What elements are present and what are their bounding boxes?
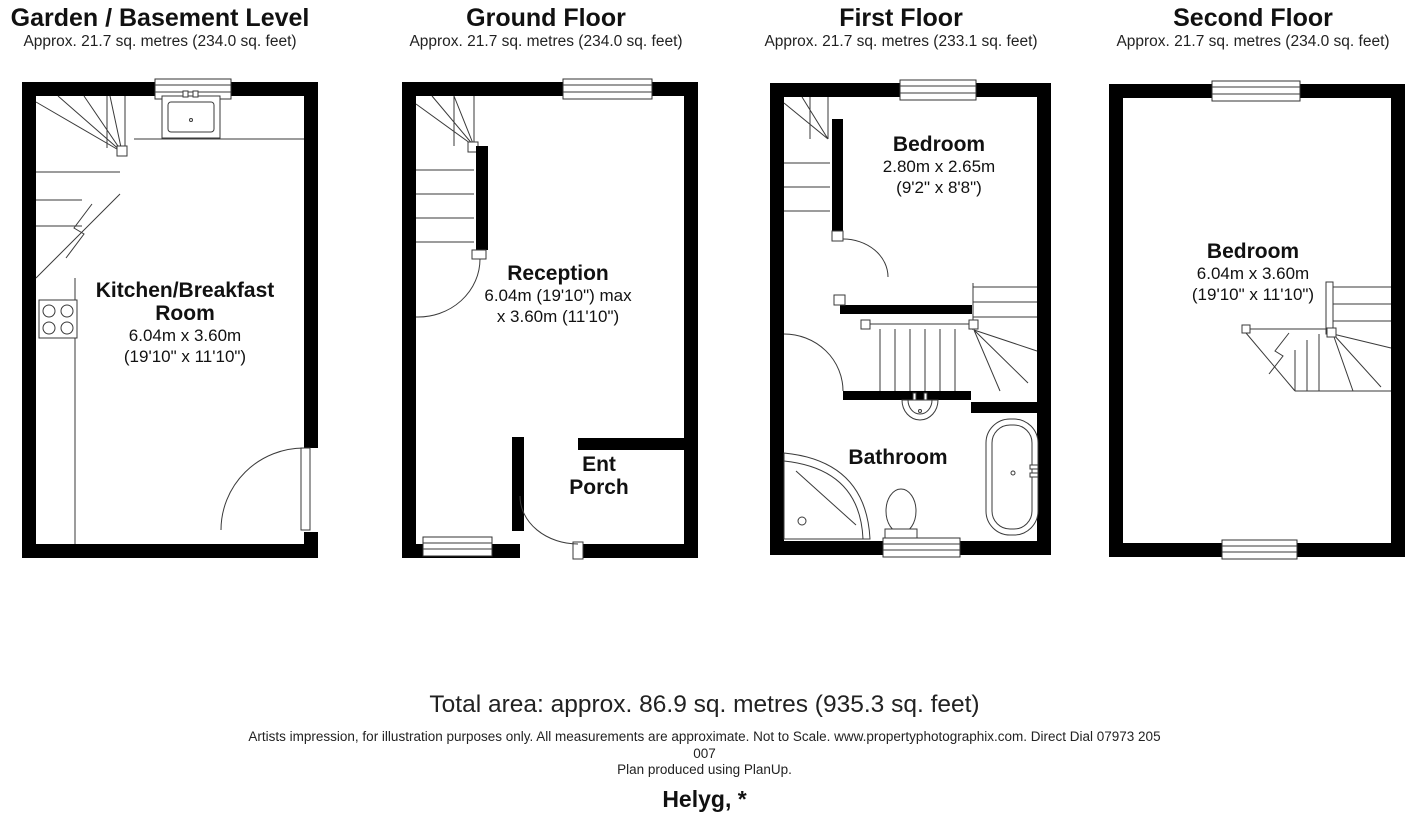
room-name: Ent bbox=[582, 453, 616, 476]
window-icon bbox=[900, 80, 976, 100]
header-ground bbox=[376, 4, 716, 52]
room-name: Room bbox=[155, 302, 215, 325]
window-icon bbox=[1212, 81, 1300, 101]
window-icon bbox=[883, 538, 960, 557]
room-name: Bathroom bbox=[848, 446, 948, 469]
disclaimer-line: 007 bbox=[693, 745, 716, 761]
door bbox=[221, 448, 318, 532]
floor-area: Approx. 21.7 sq. metres (234.0 sq. feet) bbox=[23, 33, 297, 50]
floor-area: Approx. 21.7 sq. metres (233.1 sq. feet) bbox=[764, 33, 1038, 50]
room-name: Porch bbox=[569, 476, 629, 499]
entry-door bbox=[520, 496, 583, 559]
door-jamb bbox=[834, 295, 845, 305]
header-basement bbox=[0, 4, 330, 52]
floor-title: First Floor bbox=[839, 4, 963, 32]
room-name: Reception bbox=[507, 262, 609, 285]
header-first bbox=[731, 4, 1071, 52]
room-dimensions: (9'2" x 8'8") bbox=[896, 178, 982, 197]
window-icon bbox=[1222, 540, 1297, 559]
room-label-kitchen bbox=[75, 279, 295, 367]
stairs-icon bbox=[36, 96, 127, 278]
window-icon bbox=[563, 79, 652, 99]
bathroom-wall bbox=[843, 391, 971, 400]
window-icon bbox=[423, 537, 492, 556]
hob-icon bbox=[39, 300, 77, 338]
room-name: Bedroom bbox=[892, 133, 986, 156]
second-floorplan bbox=[1109, 84, 1405, 557]
stairs-icon bbox=[416, 96, 478, 242]
bedroom-door bbox=[832, 231, 888, 277]
interior-wall bbox=[476, 146, 488, 250]
floor-area: Approx. 21.7 sq. metres (234.0 sq. feet) bbox=[1116, 33, 1390, 50]
produced-by-line: Plan produced using PlanUp. bbox=[617, 762, 792, 777]
floor-title: Second Floor bbox=[1173, 4, 1333, 32]
room-label-bedroom-second bbox=[1143, 240, 1363, 305]
stairs-icon bbox=[861, 283, 1037, 391]
porch-wall bbox=[512, 437, 524, 531]
header-second bbox=[1083, 4, 1409, 52]
room-dimensions: (19'10" x 11'10") bbox=[123, 347, 247, 366]
landing-wall bbox=[840, 305, 972, 314]
room-name: Bedroom bbox=[1206, 240, 1300, 263]
bathroom-wall bbox=[971, 402, 1037, 413]
room-label-reception bbox=[448, 262, 668, 327]
disclaimer-line: Artists impression, for illustration purposes only. All measurements are approximate. Not to Scale. www.propertyphotographix.com. Direct Dial 07973 205 bbox=[248, 729, 1161, 744]
toilet-icon bbox=[885, 489, 917, 539]
room-dimensions: (19'10" x 11'10") bbox=[1191, 285, 1315, 304]
total-area-text: Total area: approx. 86.9 sq. metres (935.3 sq. feet) bbox=[429, 691, 980, 718]
room-dimensions: 2.80m x 2.65m bbox=[882, 157, 996, 176]
room-label-porch bbox=[549, 453, 649, 499]
bathtub-icon bbox=[986, 419, 1038, 535]
stairs-icon bbox=[784, 97, 830, 211]
floor-title: Ground Floor bbox=[466, 4, 626, 32]
floor-title: Garden / Basement Level bbox=[10, 4, 310, 32]
room-name: Kitchen/Breakfast bbox=[95, 279, 275, 302]
disclaimer-text bbox=[0, 729, 1409, 779]
floor-area: Approx. 21.7 sq. metres (234.0 sq. feet) bbox=[409, 33, 683, 50]
room-dimensions: 6.04m x 3.60m bbox=[128, 326, 242, 345]
sink-icon bbox=[162, 91, 220, 138]
room-label-bathroom bbox=[798, 446, 998, 469]
room-label-bedroom-first bbox=[829, 133, 1049, 198]
porch-wall bbox=[578, 438, 684, 450]
room-dimensions: 6.04m (19'10") max bbox=[484, 286, 632, 305]
room-dimensions: x 3.60m (11'10") bbox=[496, 307, 620, 326]
room-dimensions: 6.04m x 3.60m bbox=[1196, 264, 1310, 283]
bathroom-door bbox=[784, 334, 843, 391]
property-name: Helyg, * bbox=[662, 786, 747, 812]
